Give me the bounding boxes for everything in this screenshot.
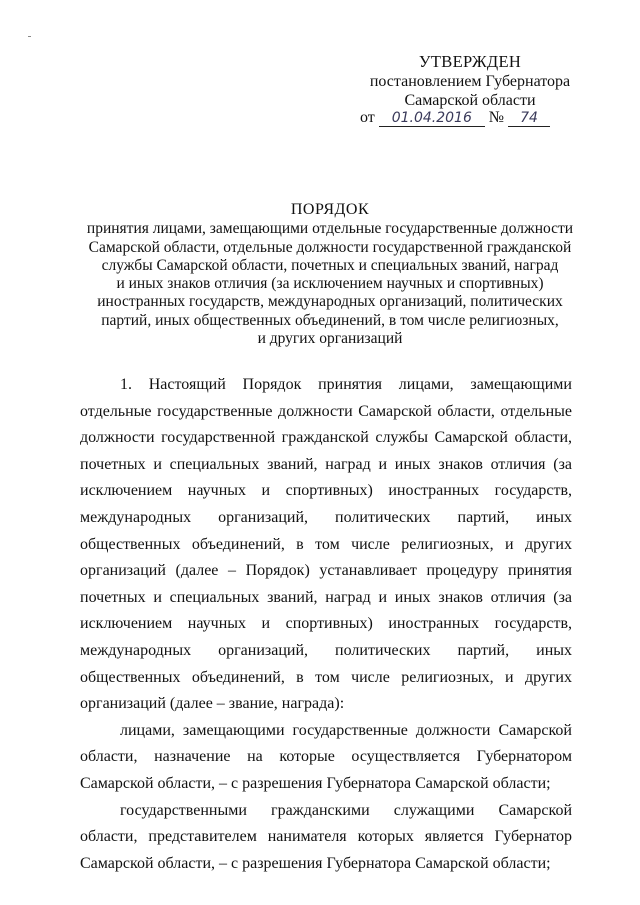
subtitle-line: и иных знаков отличия (за исключением научных и спортивных) — [116, 275, 544, 293]
subtitle-line: службы Самарской области, почетных и специальных званий, наград — [101, 256, 559, 274]
subtitle-line: Самарской области, отдельные должности государственной гражданской — [88, 238, 572, 256]
approval-line-1: постановлением Губернатора — [369, 73, 571, 90]
scan-artifact — [28, 36, 31, 37]
number-sign: № — [488, 109, 505, 126]
subtitle-line: иностранных государств, международных организаций, политических — [97, 293, 563, 311]
body-paragraph: государственными гражданскими служащими Самарской области, представителем нанимателя которых является Губернатор Самарской области, – с разрешения Губернатора Самарской области; — [80, 801, 572, 872]
handwritten-number: 74 — [508, 110, 550, 127]
approval-stamp — [360, 52, 580, 126]
document-title-block — [70, 201, 590, 348]
document-title: ПОРЯДОК — [290, 201, 370, 218]
approval-heading: УТВЕРЖДЕН — [418, 52, 522, 71]
body-paragraph: 1. Настоящий Порядок принятия лицами, замещающими отдельные государственные должности Самарской области, отдельные должности государственной гражданской службы Самарской области, почетных и специальных званий, наград и иных знаков отличия (за исключением научных и спортивных) иностранных государств, международных организаций, политических партий, иных общественных объединений, в том числе религиозных, и других организаций (далее – Порядок) устанавливает процедуру принятия почетных и специальных званий, наград и иных знаков отличия (за исключением научных и спортивных) иностранных государств, международных организаций, политических партий, иных общественных объединений, в том числе религиозных, и других организаций (далее – звание, награда): — [80, 376, 572, 713]
approval-date-number-line — [360, 108, 600, 127]
subtitle-line: и других организаций — [257, 330, 403, 348]
subtitle-line: принятия лицами, замещающими отдельные государственные должности — [86, 220, 574, 238]
subtitle-line: партий, иных общественных объединений, в том числе религиозных, — [101, 311, 559, 329]
body-paragraph: лицами, замещающими государственные должности Самарской области, назначение на которые осуществляется Губернатором Самарской области, – с разрешения Губернатора Самарской области; — [80, 721, 572, 792]
from-label: от — [360, 109, 375, 126]
document-body — [80, 372, 572, 877]
handwritten-date: 01.04.2016 — [379, 110, 485, 127]
approval-line-2: Самарской области — [404, 92, 536, 109]
